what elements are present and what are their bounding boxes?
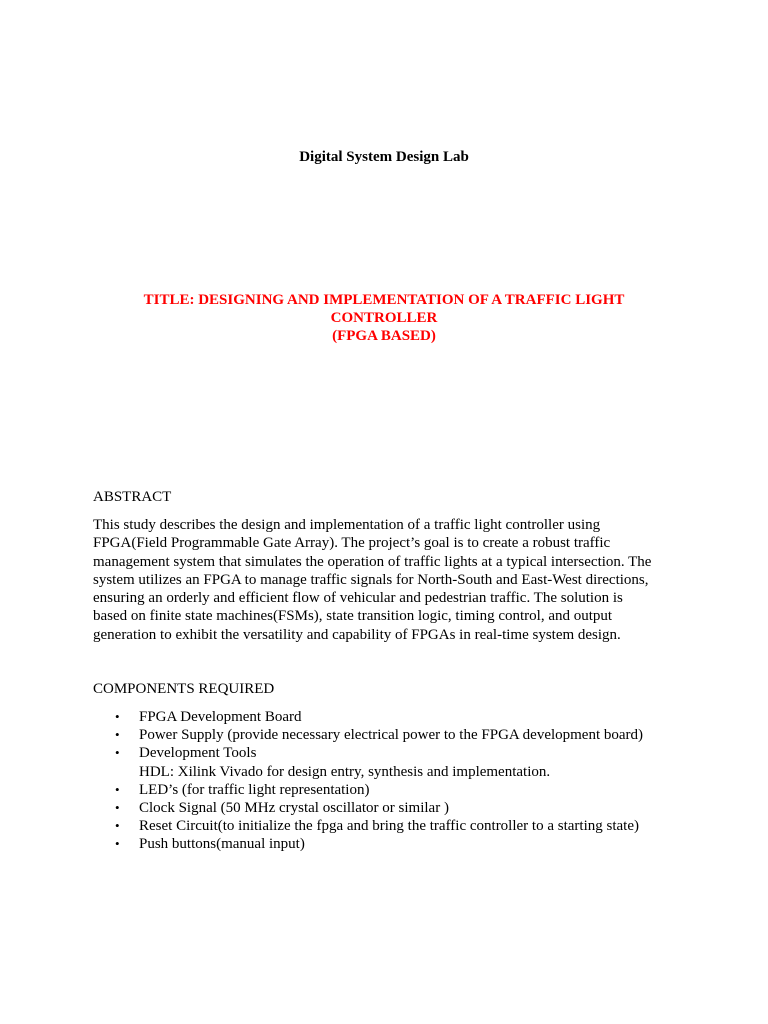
list-item-text: Development Tools [139, 745, 257, 762]
list-item [93, 708, 693, 726]
document-title-line-3: (FPGA BASED) [332, 328, 436, 344]
list-item-text: Power Supply (provide necessary electrical power to the FPGA development board) [139, 727, 644, 744]
bullet-icon: • [115, 836, 120, 852]
list-item [93, 817, 693, 835]
bullet-icon: • [115, 709, 120, 724]
bullet-icon: • [115, 800, 120, 816]
list-item [93, 726, 693, 744]
document-title-line-2: CONTROLLER [330, 310, 438, 326]
list-item-text: Reset Circuit(to initialize the fpga and bring the traffic controller to a starting state) [139, 818, 639, 835]
list-item [93, 799, 693, 817]
list-item-text: FPGA Development Board [139, 709, 302, 725]
abstract-heading: ABSTRACT [93, 489, 172, 505]
list-item-continuation [93, 763, 693, 781]
components-list [93, 708, 693, 854]
bullet-icon: • [115, 818, 120, 834]
abstract-line: This study describes the design and implementation of a traffic light controller using [93, 517, 601, 533]
document-title-line-1: TITLE: DESIGNING AND IMPLEMENTATION OF A TRAFFIC LIGHT [143, 292, 625, 308]
list-item [93, 835, 693, 853]
bullet-icon: • [115, 781, 120, 797]
list-item [93, 744, 693, 762]
abstract-line: based on finite state machines(FSMs), state transition logic, timing control, and output [93, 608, 613, 625]
abstract-line: management system that simulates the operation of traffic lights at a typical intersection. The [93, 553, 652, 570]
document-title [110, 291, 658, 345]
abstract-line: system utilizes an FPGA to manage traffic signals for North-South and East-West directions, [93, 571, 649, 588]
list-item-text: Clock Signal (50 MHz crystal oscillator or similar ) [139, 800, 449, 817]
bullet-icon: • [115, 745, 120, 761]
list-item [93, 781, 693, 799]
list-item-text: HDL: Xilink Vivado for design entry, synthesis and implementation. [139, 763, 551, 780]
abstract-paragraph [93, 516, 683, 644]
components-heading: COMPONENTS REQUIRED [93, 681, 275, 697]
abstract-line: ensuring an orderly and efficient flow of vehicular and pedestrian traffic. The solution is [93, 590, 623, 607]
lab-title: Digital System Design Lab [299, 149, 469, 165]
list-item-text: Push buttons(manual input) [139, 836, 305, 853]
list-item-text: LED’s (for traffic light representation) [139, 781, 370, 798]
abstract-line: generation to exhibit the versatility and capability of FPGAs in real-time system design. [93, 626, 621, 643]
abstract-line: FPGA(Field Programmable Gate Array). The project’s goal is to create a robust traffic [93, 535, 611, 552]
bullet-icon: • [115, 727, 120, 743]
